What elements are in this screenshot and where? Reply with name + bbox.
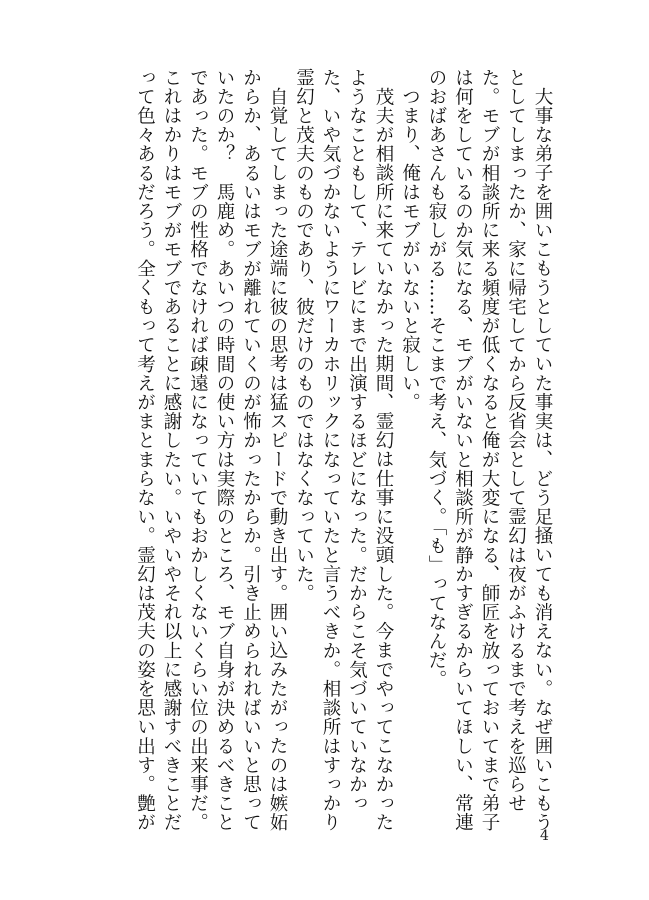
paragraph-1: 大事な弟子を囲いこもうとしていた事実は、どう足掻いても消えない。なぜ囲いこもうとしてしまったか、家に帰宅してから反省会として霊幻は夜がふけるまで考えを巡らせた。モブが相談所に来る頻度が低くなると俺が大変になる、師匠を放っておいてまで弟子は何をしているのか気になる、モブがいないと相談所が静かすぎるからいてほしい、常連のおばあさんも寂しがる……そこまで考え、気づく。「も」ってなんだ。 [426, 68, 553, 832]
body-text [103, 68, 555, 838]
page-number: 4 [540, 828, 549, 844]
paragraph-2: つまり、俺はモブがいないと寂しい。 [399, 86, 421, 412]
paragraph-4: 自覚してしまった途端に彼の思考は猛スピードで動き出す。囲い込みたがったのは嫉妬からか、あるいはモブが離れていくのが怖かったからか。引き止められればいいと思っていたのか？ 馬鹿め。あいつの時間の使い方は実際のところ、モブ自身が決めるべきことであった。モブの性格でなければ疎遠になっていてもおかしくないくらい位の出来事だ。これはかりはモブがモブであることに感謝したい。いやいやそれ以上に感謝すべきことだって色々あるだろう。全くもって考えがまとまらない。霊幻は茂夫の姿を思い出す。艶が [134, 68, 288, 832]
paragraph-3: 茂夫が相談所に来ていなかった期間、霊幻は仕事に没頭した。今までやってこなかったようなこともして、テレビにまで出演するほどになった。だからこそ気づいていなかった、いや気づかないようにワーカホリックになっていたと言うべきか。相談所はすっかり霊幻と茂夫のものであり、彼だけのものではなくなっていた。 [293, 68, 394, 832]
